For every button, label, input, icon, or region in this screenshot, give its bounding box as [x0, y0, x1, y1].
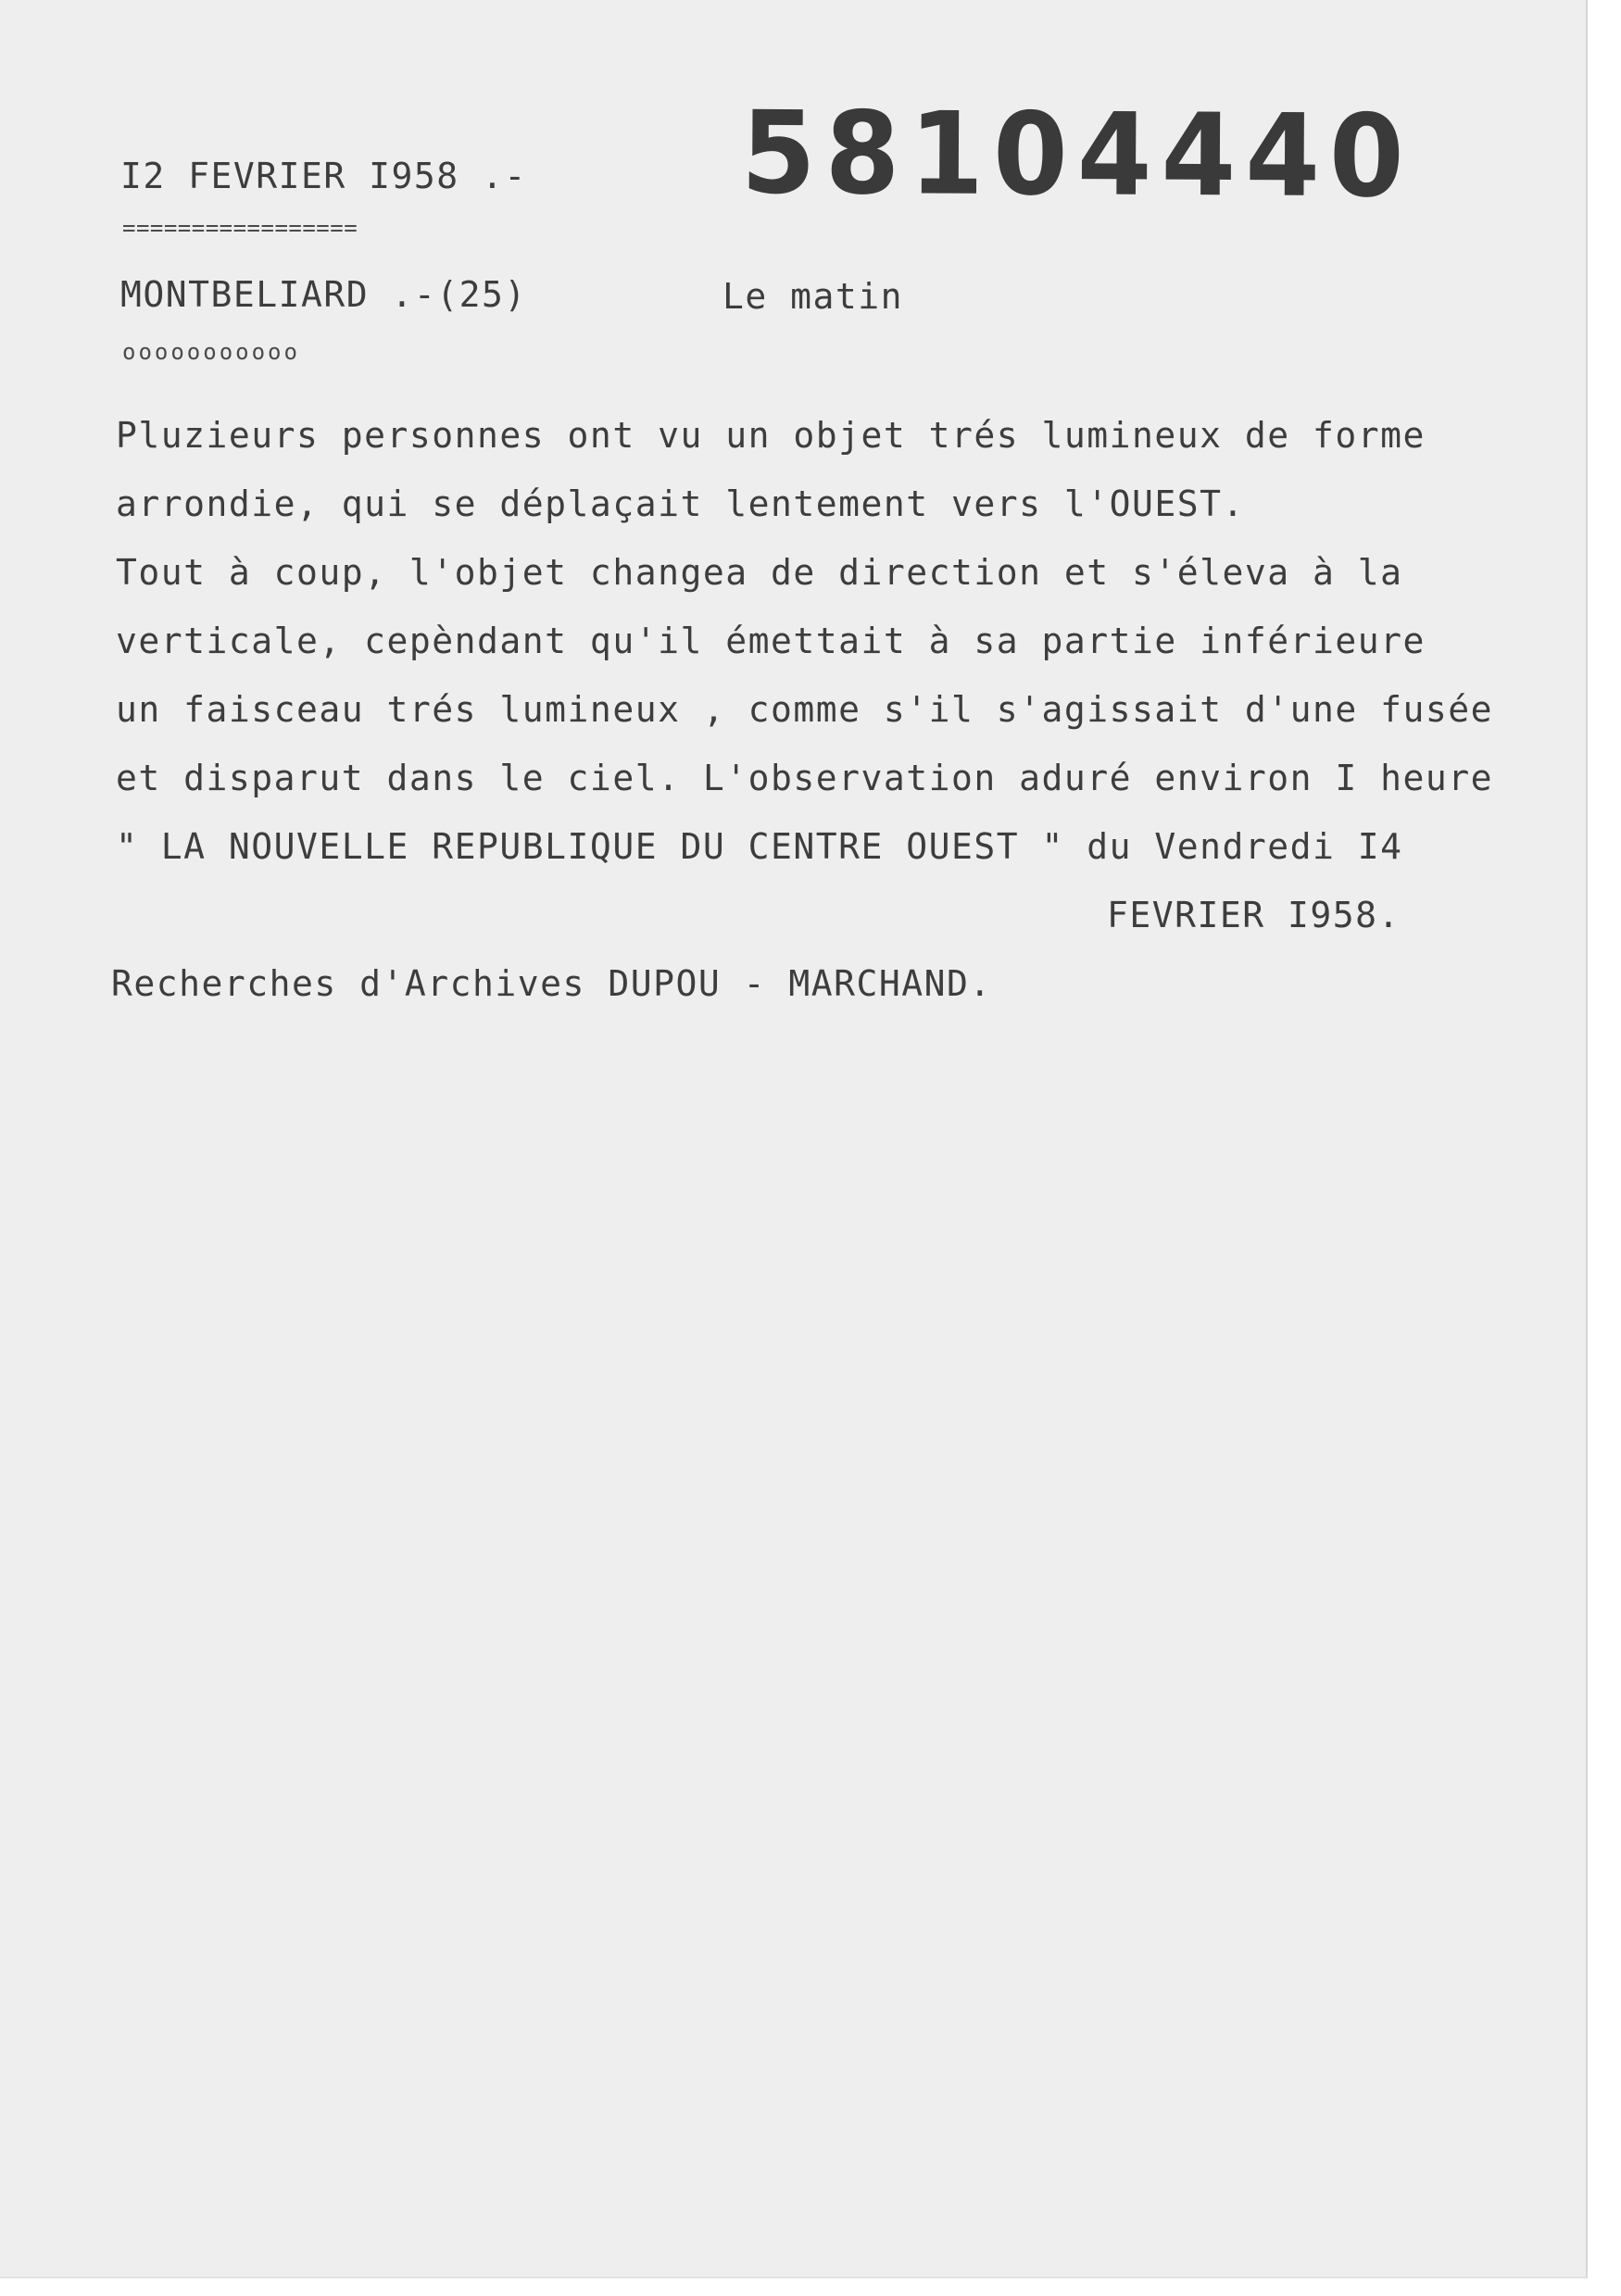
source-date-line: FEVRIER I958. — [1107, 895, 1401, 935]
location-underline: ooooooooooo — [122, 339, 300, 365]
time-of-day: Le matin — [723, 276, 904, 317]
archive-number-stamp: 58104440 — [740, 86, 1414, 224]
body-line: arrondie, qui se déplaçait lentement vers l'OUEST. — [116, 483, 1245, 524]
body-line: Pluzieurs personnes ont vu un objet trés lumineux de forme — [116, 415, 1426, 456]
body-line: verticale, cepèndant qu'il émettait à sa partie inférieure — [116, 621, 1426, 661]
document-date: I2 FEVRIER I958 .- — [120, 156, 527, 196]
body-line: et disparut dans le ciel. L'observation aduré environ I heure — [116, 758, 1494, 798]
source-line: " LA NOUVELLE REPUBLIQUE DU CENTRE OUEST " du Vendredi I4 — [116, 826, 1403, 867]
archive-credit: Recherches d'Archives DUPOU - MARCHAND. — [111, 963, 992, 1004]
location-heading: MONTBELIARD .-(25) — [120, 274, 527, 315]
date-underline: ================= — [122, 215, 358, 241]
body-line: Tout à coup, l'objet changea de direction et s'éleva à la — [116, 552, 1403, 593]
body-line: un faisceau trés lumineux , comme s'il s'agissait d'une fusée — [116, 689, 1494, 730]
